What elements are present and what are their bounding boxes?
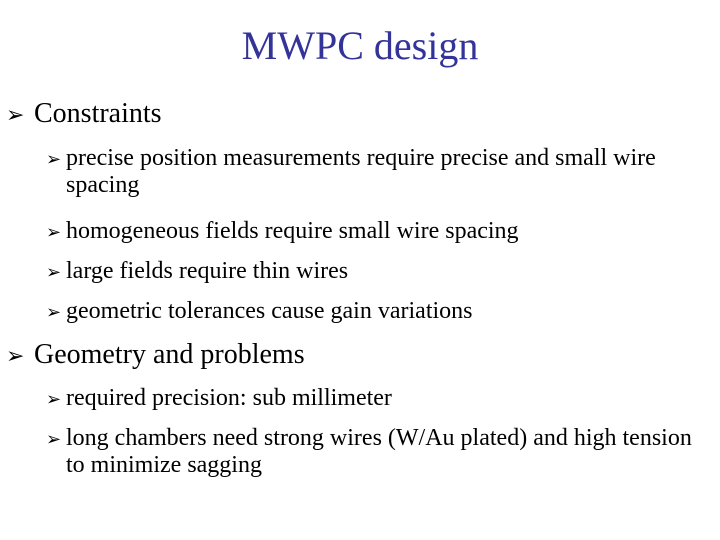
slide-title: MWPC design (241, 23, 479, 68)
arrow-bullet-icon: ➢ (46, 302, 62, 323)
arrow-bullet-icon: ➢ (46, 429, 62, 450)
section-constraints (6, 98, 162, 132)
list-item-text: large fields require thin wires (66, 258, 349, 284)
section-heading: Geometry and problems (34, 339, 305, 370)
section-heading: Constraints (34, 98, 162, 129)
section-geometry (6, 339, 305, 373)
arrow-bullet-icon: ➢ (46, 149, 62, 170)
list-item-text: required precision: sub millimeter (66, 385, 392, 411)
list-item-text: homogeneous fields require small wire spacing (66, 218, 519, 244)
arrow-bullet-icon: ➢ (46, 222, 62, 243)
list-item (46, 425, 716, 479)
arrow-bullet-icon: ➢ (6, 103, 25, 128)
list-item (46, 218, 716, 246)
list-item-text: long chambers need strong wires (W/Au plated) and high tension to minimize sagging (66, 425, 692, 478)
list-item-text: geometric tolerances cause gain variations (66, 298, 473, 324)
list-item (46, 298, 716, 326)
arrow-bullet-icon: ➢ (46, 262, 62, 283)
list-item (46, 385, 716, 413)
list-item-text: precise position measurements require precise and small wire spacing (66, 145, 656, 198)
arrow-bullet-icon: ➢ (46, 389, 62, 410)
arrow-bullet-icon: ➢ (6, 344, 25, 369)
list-item (46, 258, 716, 286)
list-item (46, 145, 716, 199)
